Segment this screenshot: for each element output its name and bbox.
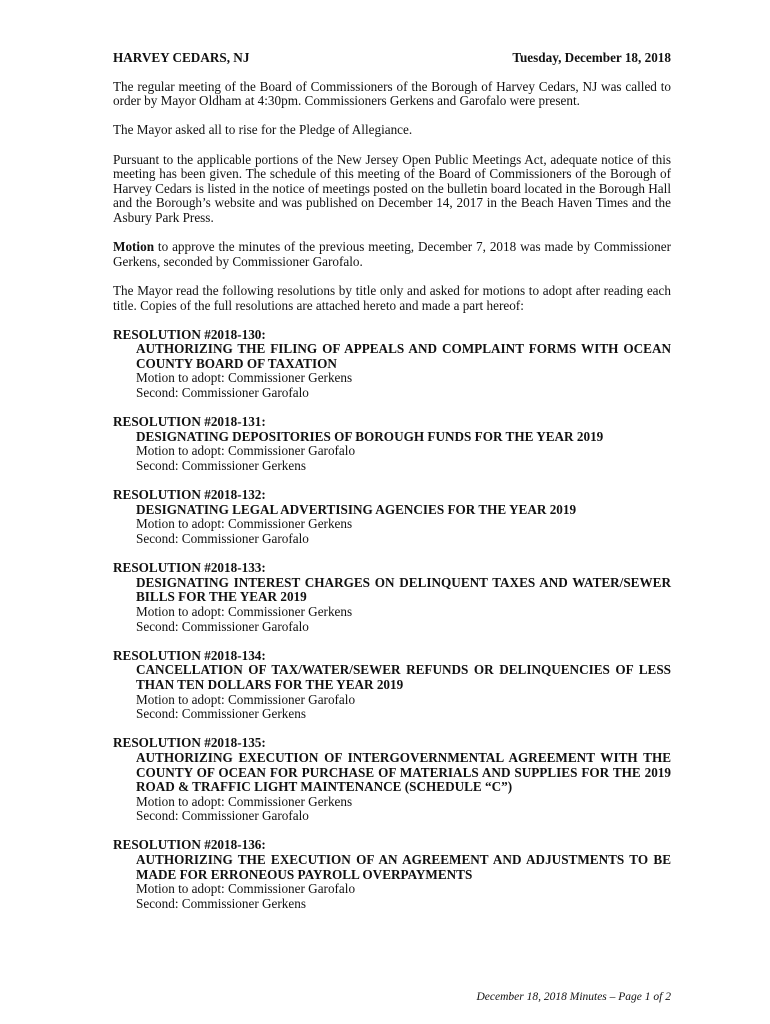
notice-paragraph: Pursuant to the applicable portions of the New Jersey Open Public Meetings Act, adequate notice of this meeting has been given. The schedule of this meeting of the Board of Commissioners of the Borough of Harvey Cedars is listed in the notice of meetings posted on the bulletin board located in the Borough Hall and the Borough’s website and was published on December 14, 2017 in the Beach Haven Times and the Asbury Park Press.: [113, 151, 671, 225]
resolution-motion: Motion to adopt: Commissioner Garofalo: [136, 881, 356, 897]
resolution-number: RESOLUTION #2018-131:: [113, 414, 266, 430]
resolution-block: [113, 838, 671, 911]
resolution-title: CANCELLATION OF TAX/WATER/SEWER REFUNDS OR DELINQUENCIES OF LESS THAN TEN DOLLARS FOR THE YEAR 2019: [136, 662, 671, 692]
resolution-title: DESIGNATING INTEREST CHARGES ON DELINQUENT TAXES AND WATER/SEWER BILLS FOR THE YEAR 2019: [136, 574, 671, 605]
resolution-motion: Motion to adopt: Commissioner Garofalo: [136, 691, 356, 707]
resolution-block: [113, 415, 671, 473]
page-footer: December 18, 2018 Minutes – Page 1 of 2: [476, 991, 671, 1003]
resolution-second: Second: Commissioner Gerkens: [136, 706, 306, 722]
pledge-paragraph: The Mayor asked all to rise for the Pledge of Allegiance.: [113, 122, 413, 138]
minutes-page: [113, 51, 671, 926]
resolution-block: [113, 736, 671, 824]
resolution-number: RESOLUTION #2018-135:: [113, 735, 266, 751]
resolution-second: Second: Commissioner Garofalo: [136, 808, 309, 824]
resolution-title: AUTHORIZING EXECUTION OF INTERGOVERNMENTAL AGREEMENT WITH THE COUNTY OF OCEAN FOR PURCHASE OF MATERIALS AND SUPPLIES FOR THE 2019 ROAD & TRAFFIC LIGHT MAINTENANCE (SCHEDULE “C”): [136, 749, 671, 795]
resolution-second: Second: Commissioner Gerkens: [136, 895, 306, 911]
document-header: [113, 51, 671, 66]
header-date: Tuesday, December 18, 2018: [512, 50, 671, 65]
opening-paragraph: The regular meeting of the Board of Commissioners of the Borough of Harvey Cedars, NJ was called to order by Mayor Oldham at 4:30pm. Commissioners Gerkens and Garofalo were present.: [113, 78, 671, 109]
resolution-motion: Motion to adopt: Commissioner Gerkens: [136, 793, 353, 809]
motion-text: to approve the minutes of the previous meeting, December 7, 2018 was made by Commissioner Gerkens, seconded by Commissioner Garofalo.: [113, 239, 671, 269]
resolution-block: [113, 649, 671, 722]
resolution-title: DESIGNATING DEPOSITORIES OF BOROUGH FUNDS FOR THE YEAR 2019: [136, 428, 604, 444]
resolution-motion: Motion to adopt: Commissioner Gerkens: [136, 370, 353, 386]
resolution-number: RESOLUTION #2018-133:: [113, 560, 266, 576]
resolution-number: RESOLUTION #2018-136:: [113, 837, 266, 853]
motion-label: Motion: [113, 239, 155, 255]
resolution-second: Second: Commissioner Garofalo: [136, 385, 309, 401]
resolution-number: RESOLUTION #2018-132:: [113, 487, 266, 503]
resolution-title: DESIGNATING LEGAL ADVERTISING AGENCIES FOR THE YEAR 2019: [136, 501, 577, 517]
resolution-second: Second: Commissioner Garofalo: [136, 531, 309, 546]
resolution-title: AUTHORIZING THE EXECUTION OF AN AGREEMENT AND ADJUSTMENTS TO BE MADE FOR ERRONEOUS PAYROLL OVERPAYMENTS: [136, 852, 671, 882]
resolution-second: Second: Commissioner Gerkens: [136, 458, 306, 474]
resolution-block: [113, 488, 671, 546]
resolution-motion: Motion to adopt: Commissioner Gerkens: [136, 516, 353, 532]
resolution-title: AUTHORIZING THE FILING OF APPEALS AND COMPLAINT FORMS WITH OCEAN COUNTY BOARD OF TAXATION: [136, 341, 671, 371]
resolution-motion: Motion to adopt: Commissioner Gerkens: [136, 603, 353, 619]
motion-paragraph: [113, 240, 671, 269]
resolution-block: [113, 328, 671, 401]
resolution-motion: Motion to adopt: Commissioner Garofalo: [136, 443, 356, 459]
resolutions-intro: The Mayor read the following resolutions by title only and asked for motions to adopt after reading each title. Copies of the full resolutions are attached hereto and made a part hereof:: [113, 282, 671, 313]
header-location: HARVEY CEDARS, NJ: [113, 50, 250, 65]
resolution-number: RESOLUTION #2018-134:: [113, 647, 266, 663]
resolution-number: RESOLUTION #2018-130:: [113, 326, 266, 342]
resolution-block: [113, 561, 671, 634]
resolution-second: Second: Commissioner Garofalo: [136, 618, 309, 634]
